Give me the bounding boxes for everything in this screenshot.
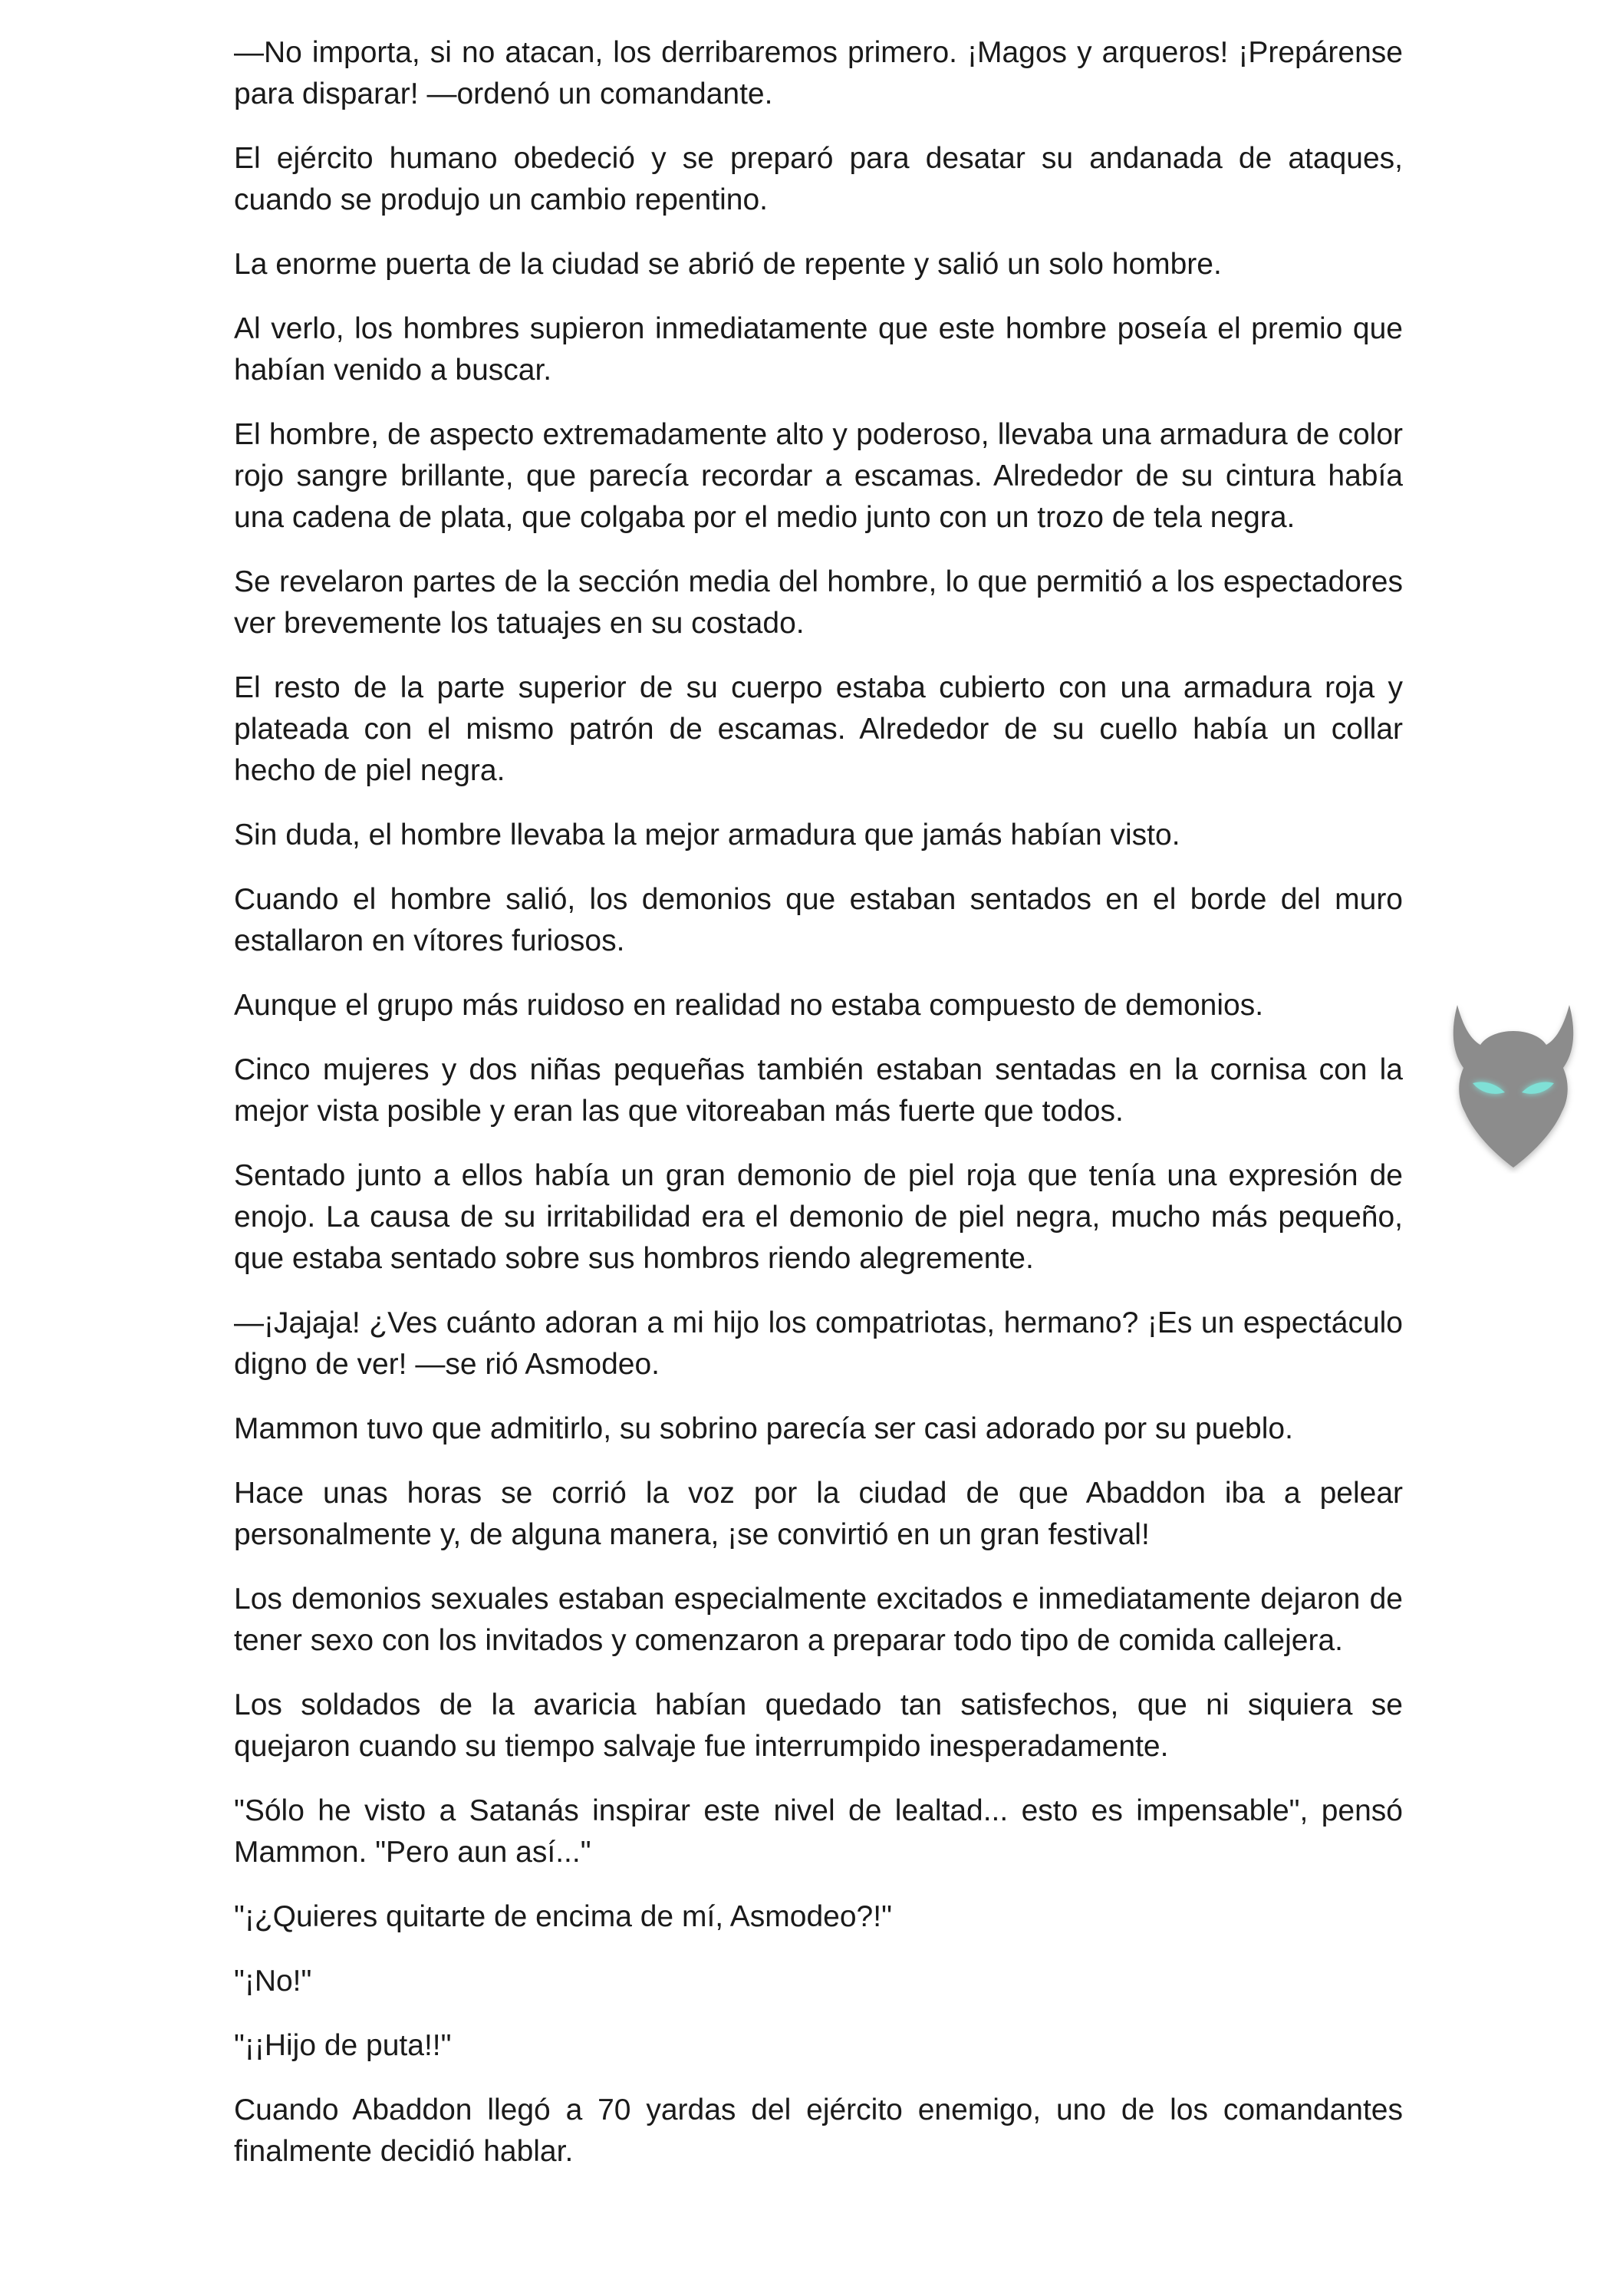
paragraph: Sin duda, el hombre llevaba la mejor armadura que jamás habían visto. [234, 819, 1180, 852]
paragraph: "¡No!" [234, 1965, 312, 1998]
paragraph: "¡¿Quieres quitarte de encima de mí, Asmodeo?!" [234, 1900, 892, 1933]
paragraph: El resto de la parte superior de su cuerpo estaba cubierto con una armadura roja y plateada con el mismo patrón de escamas. Alrededor de su cuello había un collar hecho de piel negra. [234, 671, 1403, 787]
paragraph: La enorme puerta de la ciudad se abrió de repente y salió un solo hombre. [234, 248, 1222, 281]
paragraph: "Sólo he visto a Satanás inspirar este nivel de lealtad... esto es impensable", pensó Mammon. "Pero aun así..." [234, 1794, 1403, 1869]
paragraph: El hombre, de aspecto extremadamente alto y poderoso, llevaba una armadura de color rojo sangre brillante, que parecía recordar a escamas. Alrededor de su cintura había una cadena de plata, que colgaba por el medio junto con un trozo de tela negra. [234, 418, 1403, 534]
paragraph: Cuando Abaddon llegó a 70 yardas del ejército enemigo, uno de los comandantes finalmente decidió hablar. [234, 2093, 1403, 2168]
document-body [234, 32, 1403, 2196]
paragraph: Se revelaron partes de la sección media del hombre, lo que permitió a los espectadores ver brevemente los tatuajes en su costado. [234, 565, 1403, 640]
paragraph: Cuando el hombre salió, los demonios que estaban sentados en el borde del muro estallaron en vítores furiosos. [234, 883, 1403, 957]
paragraph: Cinco mujeres y dos niñas pequeñas también estaban sentadas en la cornisa con la mejor vista posible y eran las que vitoreaban más fuerte que todos. [234, 1053, 1403, 1128]
paragraph: Sentado junto a ellos había un gran demonio de piel roja que tenía una expresión de enojo. La causa de su irritabilidad era el demonio de piel negra, mucho más pequeño, que estaba sentado sobre sus hombros riendo alegremente. [234, 1159, 1403, 1275]
demon-head-icon [1440, 997, 1586, 1174]
paragraph: Los soldados de la avaricia habían quedado tan satisfechos, que ni siquiera se quejaron cuando su tiempo salvaje fue interrumpido inesperadamente. [234, 1688, 1403, 1763]
paragraph: Hace unas horas se corrió la voz por la ciudad de que Abaddon iba a pelear personalmente y, de alguna manera, ¡se convirtió en un gran festival! [234, 1477, 1403, 1551]
paragraph: Los demonios sexuales estaban especialmente excitados e inmediatamente dejaron de tener sexo con los invitados y comenzaron a preparar todo tipo de comida callejera. [234, 1583, 1403, 1657]
paragraph: "¡¡Hijo de puta!!" [234, 2029, 452, 2062]
paragraph: —No importa, si no atacan, los derribaremos primero. ¡Magos y arqueros! ¡Prepárense para disparar! —ordenó un comandante. [234, 36, 1403, 110]
paragraph: Aunque el grupo más ruidoso en realidad no estaba compuesto de demonios. [234, 989, 1264, 1022]
paragraph: —¡Jajaja! ¿Ves cuánto adoran a mi hijo los compatriotas, hermano? ¡Es un espectáculo digno de ver! —se rió Asmodeo. [234, 1306, 1403, 1381]
paragraph: Al verlo, los hombres supieron inmediatamente que este hombre poseía el premio que habían venido a buscar. [234, 312, 1403, 387]
paragraph: Mammon tuvo que admitirlo, su sobrino parecía ser casi adorado por su pueblo. [234, 1412, 1293, 1445]
paragraph: El ejército humano obedeció y se preparó para desatar su andanada de ataques, cuando se produjo un cambio repentino. [234, 142, 1403, 216]
